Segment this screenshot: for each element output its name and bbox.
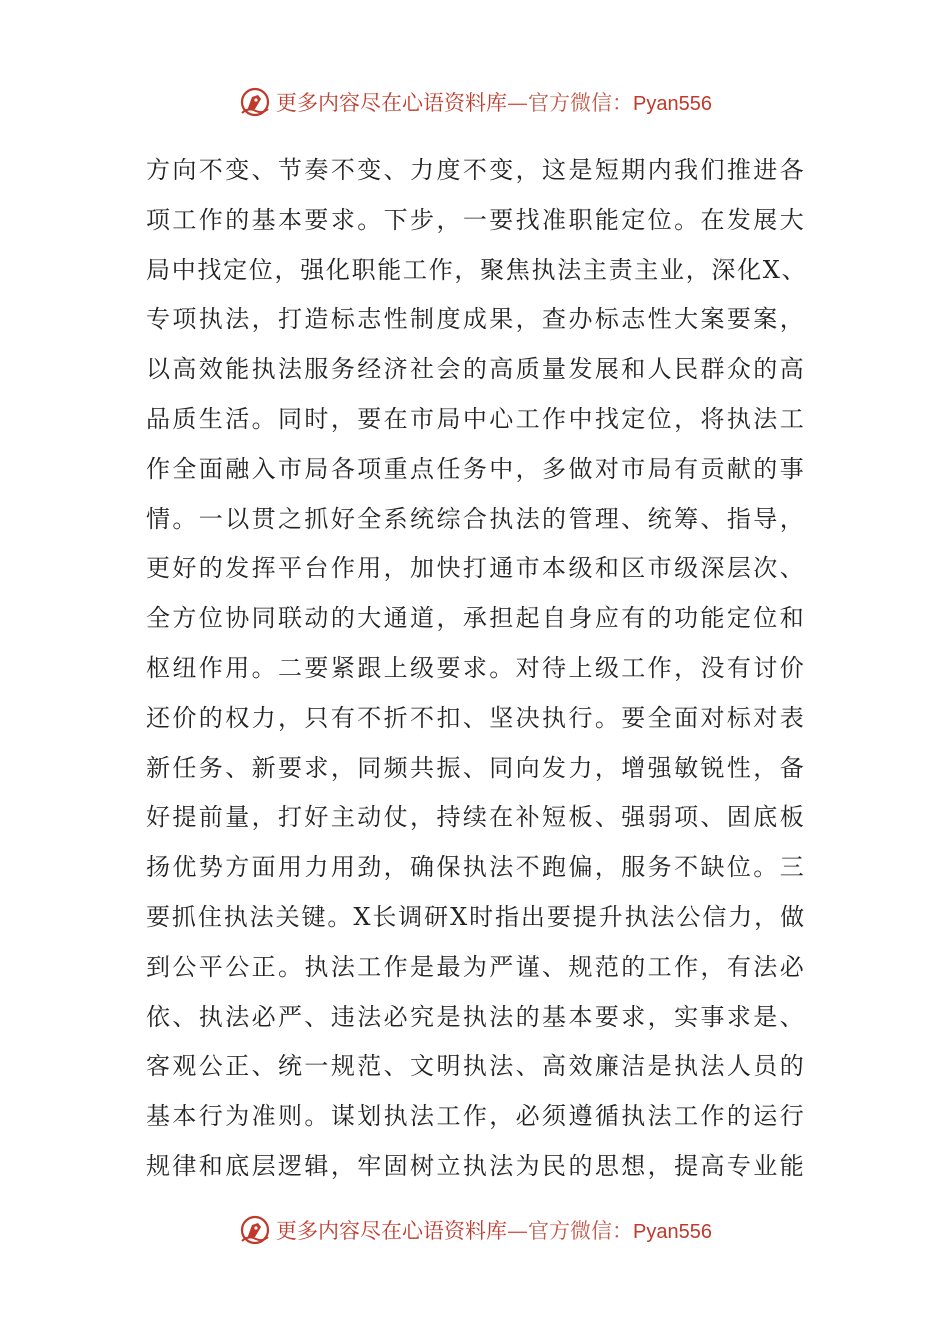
body-line: 局中找定位，强化职能工作，聚焦执法主责主业，深化X、 <box>146 255 808 284</box>
body-line: 要抓住执法关键。X长调研X时指出要提升执法公信力，做 <box>146 902 806 931</box>
footer-banner <box>0 1210 950 1250</box>
header-dash: — <box>507 91 529 115</box>
body-line: 以高效能执法服务经济社会的高质量发展和人民群众的高 <box>146 355 806 384</box>
body-line: 还价的权力，只有不折不扣、坚决执行。要全面对标对表 <box>146 703 806 732</box>
pen-logo-icon <box>238 85 272 119</box>
document-body <box>146 146 806 1192</box>
header-text <box>276 87 712 117</box>
header-banner <box>0 82 950 122</box>
header-site-text: 更多内容尽在心语资料库 <box>276 91 508 115</box>
body-line: 好提前量，打好主动仗，持续在补短板、强弱项、固底板 <box>146 803 806 832</box>
header-label: 官方微信： <box>528 91 634 115</box>
body-line: 品质生活。同时，要在市局中心工作中找定位，将执法工 <box>146 404 806 433</box>
body-line: 依、执法必严、违法必究是执法的基本要求，实事求是、 <box>146 1002 806 1031</box>
body-line: 专项执法，打造标志性制度成果，查办标志性大案要案， <box>146 305 806 334</box>
body-line: 全方位协同联动的大通道，承担起自身应有的功能定位和 <box>146 604 806 633</box>
body-line: 客观公正、统一规范、文明执法、高效廉洁是执法人员的 <box>146 1052 806 1081</box>
body-line: 规律和底层逻辑，牢固树立执法为民的思想，提高专业能 <box>146 1151 806 1180</box>
body-line: 基本行为准则。谋划执法工作，必须遵循执法工作的运行 <box>146 1102 806 1131</box>
footer-label: 官方微信： <box>528 1219 634 1243</box>
footer-site-text: 更多内容尽在心语资料库 <box>276 1219 508 1243</box>
body-line: 扬优势方面用力用劲，确保执法不跑偏，服务不缺位。三 <box>146 853 806 882</box>
footer-text <box>276 1215 712 1245</box>
body-line: 作全面融入市局各项重点任务中，多做对市局有贡献的事 <box>146 454 806 483</box>
footer-account: Pyan556 <box>633 1221 712 1243</box>
body-line: 更好的发挥平台作用，加快打通市本级和区市级深层次、 <box>146 554 806 583</box>
body-line: 情。一以贯之抓好全系统综合执法的管理、统筹、指导， <box>146 504 806 533</box>
body-line: 新任务、新要求，同频共振、同向发力，增强敏锐性，备 <box>146 753 806 782</box>
body-line: 到公平公正。执法工作是最为严谨、规范的工作，有法必 <box>146 952 806 981</box>
footer-dash: — <box>507 1219 529 1243</box>
body-line: 方向不变、节奏不变、力度不变，这是短期内我们推进各 <box>146 156 806 184</box>
pen-logo-icon <box>238 1213 272 1247</box>
header-account: Pyan556 <box>633 93 712 115</box>
body-line: 项工作的基本要求。下步，一要找准职能定位。在发展大 <box>146 205 806 234</box>
body-line: 枢纽作用。二要紧跟上级要求。对待上级工作，没有讨价 <box>146 653 806 682</box>
